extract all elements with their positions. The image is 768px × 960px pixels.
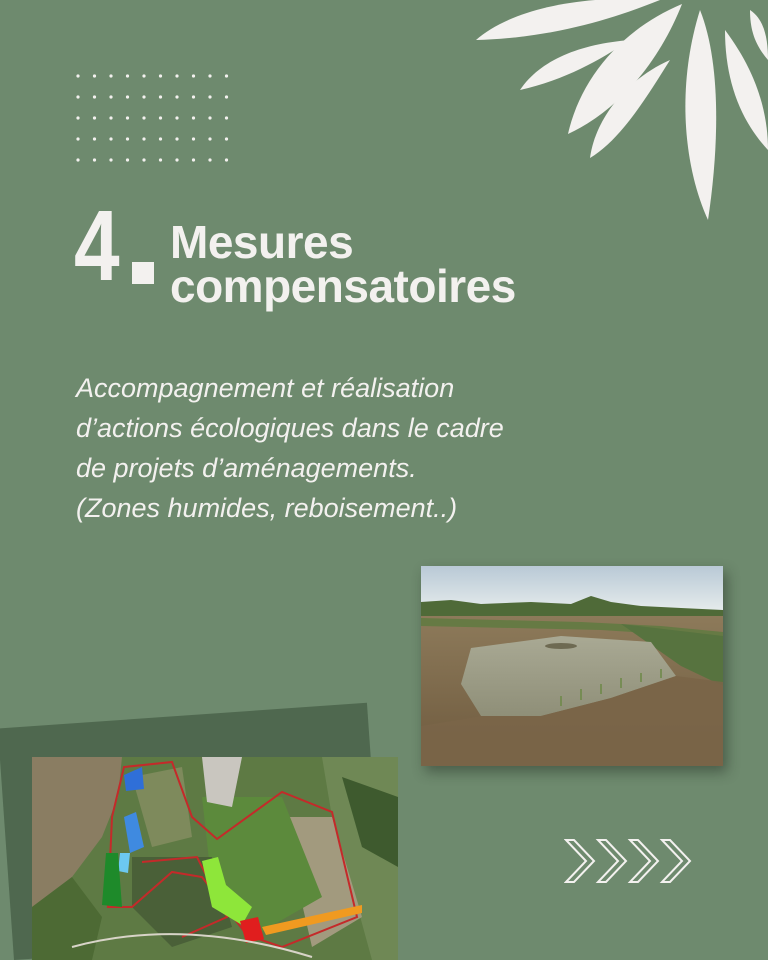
- grid-dot: [159, 74, 162, 77]
- grid-dot: [175, 74, 178, 77]
- grid-dot: [192, 158, 195, 161]
- grid-dot: [175, 137, 178, 140]
- grid-dot: [93, 74, 96, 77]
- section-title-line: Mesures: [170, 216, 354, 268]
- grid-dot: [142, 95, 145, 98]
- section-title-line: compensatoires: [170, 260, 516, 312]
- grid-dot: [109, 137, 112, 140]
- description-line: d’actions écologiques dans le cadre: [76, 413, 504, 443]
- section-title: [170, 216, 516, 312]
- grid-dot: [93, 137, 96, 140]
- grid-dot: [175, 116, 178, 119]
- grid-dot: [109, 116, 112, 119]
- grid-dot: [175, 158, 178, 161]
- grid-dot: [175, 95, 178, 98]
- grid-dot: [109, 158, 112, 161]
- grid-dot: [76, 95, 79, 98]
- flower-petals-icon: [470, 0, 768, 225]
- grid-dot: [126, 158, 129, 161]
- grid-dot: [208, 95, 211, 98]
- grid-dot: [159, 158, 162, 161]
- grid-dot: [208, 158, 211, 161]
- step-number: 4: [74, 190, 117, 302]
- description-line: de projets d’aménagements.: [76, 453, 417, 483]
- grid-dot: [159, 116, 162, 119]
- grid-dot: [192, 95, 195, 98]
- grid-dot: [93, 158, 96, 161]
- grid-dot: [109, 95, 112, 98]
- grid-dot: [126, 74, 129, 77]
- grid-dot: [93, 95, 96, 98]
- grid-dot: [76, 116, 79, 119]
- grid-dot: [192, 137, 195, 140]
- grid-dot: [142, 158, 145, 161]
- dot-grid-icon: [74, 72, 234, 167]
- grid-dot: [225, 158, 228, 161]
- grid-dot: [126, 95, 129, 98]
- wetland-pond-photo: [421, 566, 723, 766]
- description-line: (Zones humides, reboisement..): [76, 493, 458, 523]
- grid-dot: [225, 74, 228, 77]
- description-line: Accompagnement et réalisation: [76, 373, 455, 403]
- grid-dot: [225, 95, 228, 98]
- grid-dot: [93, 116, 96, 119]
- grid-dot: [142, 137, 145, 140]
- aerial-site-map: [32, 757, 398, 960]
- grid-dot: [192, 116, 195, 119]
- grid-dot: [109, 74, 112, 77]
- grid-dot: [225, 137, 228, 140]
- grid-dot: [76, 74, 79, 77]
- grid-dot: [208, 137, 211, 140]
- grid-dot: [159, 137, 162, 140]
- grid-dot: [126, 137, 129, 140]
- grid-dot: [142, 74, 145, 77]
- grid-dot: [76, 137, 79, 140]
- grid-dot: [142, 116, 145, 119]
- grid-dot: [208, 74, 211, 77]
- chevrons-right-icon: [564, 838, 694, 884]
- grid-dot: [76, 158, 79, 161]
- grid-dot: [159, 95, 162, 98]
- description-text: [76, 368, 636, 528]
- grid-dot: [225, 116, 228, 119]
- grid-dot: [208, 116, 211, 119]
- grid-dot: [126, 116, 129, 119]
- step-number-dot: [132, 262, 154, 284]
- grid-dot: [192, 74, 195, 77]
